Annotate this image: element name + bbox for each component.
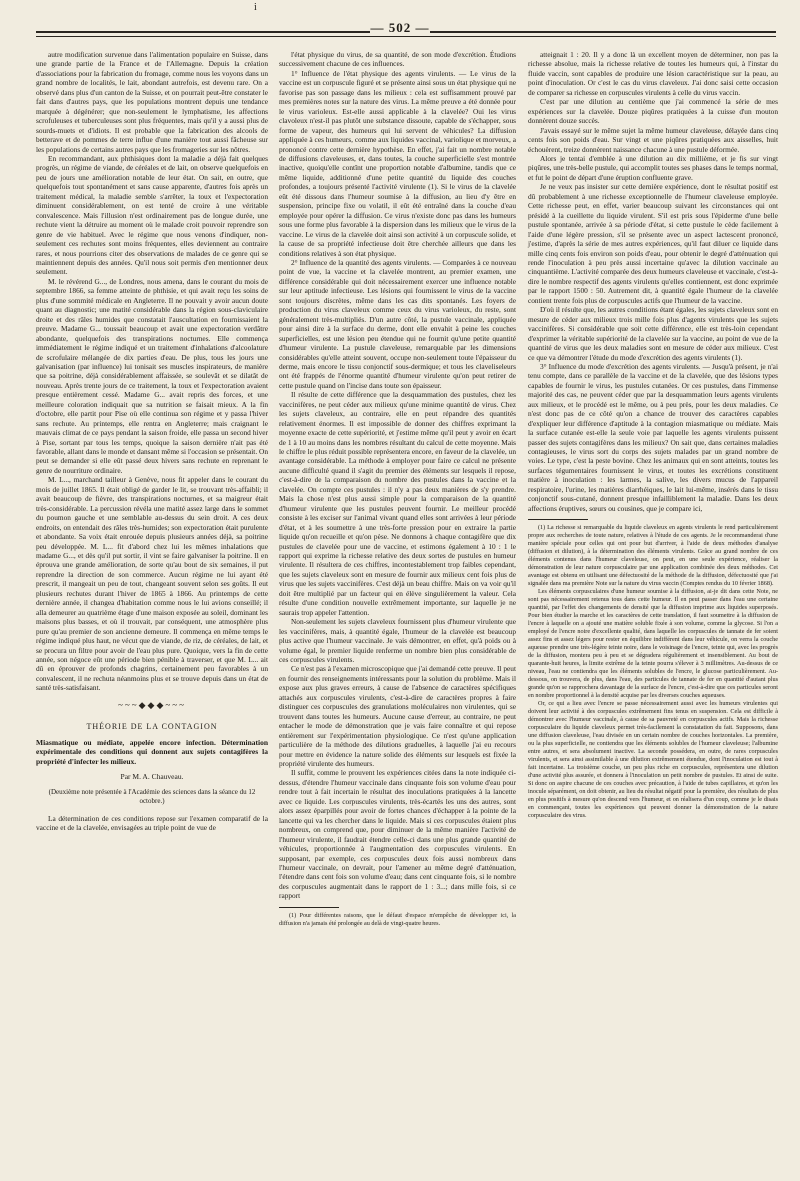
paragraph: En recommandant, aux phthisiques dont la maladie a déjà fait quelques progrès, un régime de viande, de céréales et de lait, on observe quelquefois en peu de jours une amélioration notable de leur état. On sait, en outre, que quelquefois tout spontanément et sans cause apparente, d'autres fois après un traitement médical, la maladie semble s'arrêter, la toux et l'expectoration diminuent considérablement, on est tenté de croire à une véritable convalescence. Mais l'illusion n'est ordinairement pas de longue durée, une rechute vient la détruire au moment où le malade croit pouvoir reprendre son genre de vie habituel. Avec le régime que nous venons d'indiquer, non-seulement ces rechutes sont moins fréquentes, elles deviennent au contraire rares, et nous pourrions citer des observations de malades de ce genre qui se maintiennent depuis des années. Qu'il nous soit permis d'en mentionner deux seulement. [36, 153, 268, 277]
page-header [0, 0, 800, 42]
paragraph: atteignait 1 : 20. Il y a donc là un excellent moyen de déterminer, non pas la richesse absolue, mais la richesse relative de toutes les humeurs qui, à l'instar du fluide vaccin, sont capables de produire une lésion caractéristique sur la peau, au point d'inoculation. Or c'est le cas du virus claveleux. J'ai donc saisi cette occasion de comparer sa richesse en corpuscules virulents à celle du virus vaccin. [528, 50, 778, 97]
footnote: Les éléments corpusculaires d'une humeur soumise à la diffusion, ai-je dit dans cette Note, ne sont pas nécessairement retenus tous dans cette humeur. Il en peut passer dans l'eau une certaine quantité, par l'effet des changements de densité que la diffusion imprime aux liquides superposés. Pour bien étudier la marche et les caractères de cette translation, il faut soumettre à la diffusion de l'encre à laquelle on a ajouté une matière soluble fixée à son volume, comme la glycose. Si l'on a employé de l'encre noire d'excellente qualité, dans laquelle les corpuscules de tannate de fer soient assez fins et assez légers pour rester en équilibre indifférent dans leur véhicule, on verra la couche aqueuse prendre une très-légère teinte noire, dans le voisinage de l'encre, teinte qui, avec les progrès de la diffusion, montera peu à peu et se dégradera régulièrement et insensiblement. Au bout de quarante-huit heures, la limite extrême de la teinte pourra s'élever à 3 millimètres. Au-dessus de ce niveau, l'eau ne contiendra que les éléments solubles de l'encre, le glucose particulièrement. Au-dessous, on trouvera, de plus, dans l'eau, des particules de tannate de fer en quantité d'autant plus grande qu'on se rapprochera davantage de la surface de l'encre, c'est-à-dire que ces particules seront en nombre proportionnel à la densité acquise par les diverses couches aqueuses. [528, 588, 778, 700]
paragraph: 3° Influence du mode d'excrétion des agents virulents. — Jusqu'à présent, je n'ai tenu compte, dans ce parallèle de la vaccine et de la clavelée, que des lésions types capables de fournir le virus, les pustules cutanées. Or ces pustules, dans l'immense majorité des cas, ne peuvent céder que par la desquammation leurs agents virulents aux milieux, et le procédé est le même, ou à peu près, pour les deux maladies. Ce n'est donc pas de ce côté qu'on a chance de trouver des caractères capables d'expliquer leur différence d'aptitude à la contagion miasmatique ou médiate. Mais la surface cutanée est-elle la seule voie par laquelle les agents virulents puissent passer des sujets contagifères dans les milieux? On sait que, dans certaines maladies contagieuses, le virus sort du corps des sujets malades par un grand nombre de voies. Le type, c'est la peste bovine. Chez les animaux qui en sont atteints, toutes les surfaces tégumentaires fournissent le virus, et toutes les excrétions constituent matière à inoculation : les larmes, la salive, les divers mucus de l'appareil respiratoire, l'urine, les matières diarrhéiques, le lait lui-même, insérés dans le tissu conjonctif sous-cutané, donnent presque infailliblement la maladie. Dans les deux affections éruptives, sœurs ou cousines, que je compare ici, [528, 361, 778, 513]
section-title: THÉORIE DE LA CONTAGION [86, 722, 218, 732]
paragraph: Alors je tentai d'emblée à une dilution au dix millième, et je fis sur vingt piqûres, une très-belle pustule, qui accomplit toutes ses phases dans le temps normal, et fut le point de départ d'une éruption confluente grave. [528, 153, 778, 182]
page-number: — 502 — [370, 20, 430, 35]
paragraph: autre modification survenue dans l'alimentation populaire en Suisse, dans une grande partie de la France et de l'Allemagne. Depuis la création d'associations pour la fabrication du fromage, comme nous les voyons dans un grand nombre de localités, le lait, abondant autrefois, est devenu rare. On a observé dans plus d'un canton de la Suisse, et on pourrait peut-être constater le fait dans d'autres pays, que les populations montrent depuis une tendance marquée à dégénérer; que non-seulement le lymphatisme, les affections scrofuleuses et tuberculeuses sont plus fréquentes, mais qu'il y a aussi plus de sourds-muets et d'idiots. Il est probable que la fabrication des alcools de betterave et de pommes de terre influe d'une manière tout aussi fâcheuse sur les populations de certains autres pays que les fromageries sur les nôtres. [36, 50, 268, 154]
paragraph: J'avais essayé sur le même sujet la même humeur claveleuse, délayée dans cinq cents fois son poids d'eau. Sur vingt et une piqûres pratiquées aux aisselles, huit échouèrent, treize donnèrent naissance chacune à une pustule déformée. [528, 125, 778, 154]
top-mark: i [254, 2, 257, 13]
paragraph: l'état physique du virus, de sa quantité, de son mode d'excrétion. Étudions successivement chacune de ces influences. [279, 50, 516, 69]
paragraph: Ce n'est pas à l'examen microscopique que j'ai demandé cette preuve. Il peut en fournir des renseignements intéressants pour la solution du problème. Mais il expose aux plus graves erreurs, à cause de l'absence de caractères spécifiques attachés aux corpuscules virulents, c'est-à-dire de caractères propres à faire distinguer ces corpuscules des granulations moléculaires non virulentes, qui se trouvent dans toutes les humeurs. Aucune cause d'erreur, au contraire, ne peut entacher le mode de démonstration que je vais faire connaître et qui repose entièrement sur l'expérimentation physiologique. Ce n'est qu'une application particulière de la méthode des dilutions graduelles, à laquelle j'ai eu recours pour mettre en évidence la nature solide des éléments sur lesquels est fixée la propriété virulente des humeurs. [279, 664, 516, 768]
footnote: (1) La richesse si remarquable du liquide claveleux en agents virulents le rend particulièrement propre aux recherches de toute nature, relatives à l'étude de ces agents. Je le recommanderai d'une manière spéciale pour celles qui ont pour but d'arriver, à l'aide de deux méthodes d'analyse (diffusion et dilution), à la détermination des éléments virulents. Grâce au grand nombre de ces éléments contenus dans l'humeur claveleuse, on peut, en une seule expérience, réaliser la démonstration de leur nature corpusculaire par une application combinée des deux méthodes. Cet avantage est obtenu en utilisant une défectuosité de la méthode de la diffusion, défectuosité que j'ai signalée dans ma première Note sur la nature du virus vaccin (Comptes rendus du 10 février 1868). [528, 524, 778, 588]
paragraph: M. le révérend G..., de Londres, nous amena, dans le courant du mois de septembre 1866, sa femme atteinte de phthisie, et qui avait reçu les soins de plus d'une sommité médicale en Angleterre. Il ne pouvait y avoir aucun doute quant au diagnostic; une matité considérable dans la région sous-claviculaire droite et des râles humides que constatait l'auscultation en fournissaient la preuve. Madame G... toussait beaucoup et avait une expectoration verdâtre abondante, quelquefois des transpirations nocturnes. Elle commença immédiatement le régime indiqué et un traitement d'inhalations d'alcoolature de scrofulaire mélangée de dix parties d'eau. De plus, tous les jours une galvanisation (par influence) lui tonisait ses muscles inspirateurs, de manière que sa poitrine, déjà considérablement affaissée, se soulevât et se dilatât de nouveau. Après trente jours de ce traitement, la toux et l'expectoration avaient presque entièrement cessé. Madame G... avait repris des forces, et une meilleure coloration indiquait que sa nutrition se faisait mieux. A la fin d'octobre, elle partit pour Pise où elle continua son régime et y passa l'hiver sans rechute. Au printemps, elle rentra en Angleterre; mais craignant le mauvais climat de ce pays pendant la saison froide, elle passa un second hiver à Pise, sortant par tous les temps, quoique la saison dernière n'ait pas été favorable, allant dans le monde et dansant même si l'occasion se présentait. On peut se demander si elle eût passé deux hivers sans rechute en reprenant le genre de nourriture ordinaire. [36, 276, 268, 475]
footnote-rule [528, 519, 588, 520]
paragraph: Il résulte de cette différence que la desquammation des pustules, chez les vaccinifères, ne peut céder aux milieux qu'une minime quantité de virus. Chez les sujets claveleux, au contraire, elle en peut répandre des quantités relativement énormes. Il est impossible de donner des chiffres exprimant la moyenne exacte de cette supériorité, et j'estime même qu'il peut y avoir en écart de 1 à 10 au moins dans les nombres résultant du calcul de cette moyenne. Mais le chiffre le plus réduit possible représentera encore, en faveur de la clavelée, un avantage considérable. La méthode à employer pour faire ce calcul ne présente aucune difficulté quand il s'agit du premier des éléments sur lesquels il repose, c'est-à-dire de la comparaison du nombre des pustules dans la vaccine et la clavelée. On compte ces pustules : il n'y a pas deux manières de s'y prendre. Mais la chose n'est plus aussi simple pour la comparaison de la quantité d'humeur virulente que les pustules peuvent fournir. Le meilleur procédé consiste à les exciser sur l'animal vivant quand elles sont arrivées à leur période d'état, et à les soumettre à une très-forte pression pour en extraire la partie liquide qu'on recueille et qu'on pèse. Ne donnons à chaque contagifère que dix pustules de clavelée pour une de vaccine, et estimons également à 10 : 1 le rapport qui exprime la richesse relative des deux sortes de pustules en humeur virulente. Il résultera de ces chiffres, incontestablement trop faibles cependant, que les sujets claveleux sont en mesure de fournir aux milieux cent fois plus de virus que les sujets vaccinifères. C'est déjà un beau chiffre. Mais on va voir qu'il doit être multiplié par un facteur qui en élève singulièrement la valeur. Cela résulte d'une condition nouvelle extrêmement importante, sur laquelle je ne saurais trop appeler l'attention. [279, 390, 516, 617]
presentation-note: (Deuxième note présentée à l'Académie des sciences dans la séance du 12 octobre.) [48, 787, 256, 806]
footnote-rule [279, 907, 339, 908]
paragraph: Je ne veux pas insister sur cette dernière expérience, dont le résultat positif est dû probablement à une richesse exceptionnelle de l'humeur claveleuse employée. Cette richesse peut, en effet, varier beaucoup suivant les circonstances qui ont présidé à la cueillette du liquide virulent. S'il est pris sous l'épiderme d'une belle pustule spontanée, arrivée à sa période d'état, si cette pustule le cède facilement à l'aide d'une légère pression, s'il se présente avec un aspect lactescent prononcé, j'estime, d'après la série de mes autres expériences, qu'il faut diluer ce liquide dans mille cinq cents fois environ son poids d'eau, pour obtenir le degré d'atténuation qui rende l'inoculation à peu près aussi incertaine qu'avec la dilution vaccinale au cinquantième. L'activité comparée des deux humeurs claveleuse et vaccinale, c'est-à-dire le nombre respectif des agents virulents qu'elles contiennent, est donc exprimée par le rapport 1500 : 50. Autrement dit, à quantité égale l'humeur de la clavelée contient trente fois plus de corpuscules actifs que l'humeur de la vaccine. [528, 182, 778, 305]
paragraph: 2° Influence de la quantité des agents virulents. — Comparées à ce nouveau point de vue, la vaccine et la clavelée montrent, au premier examen, une différence considérable qui doit nécessairement exercer une influence notable sur leur aptitude infectieuse. Les lésions qui fournissent le virus de la vaccine sont toujours discrètes, même dans les cas dits spontanés. Les foyers de production du virus claveleux comme ceux du virus varioleux, du reste, sont généralement très-multipliés. D'un autre côté, la pustule vaccinale, appliquée pour ainsi dire à la surface du derme, dont elle envahit à peine les couches superficielles, est une lésion peu étendue qui ne fournit qu'une petite quantité d'humeur virulente. La pustule claveleuse, remarquable par les dimensions considérables qu'elle atteint souvent, occupe non-seulement toute l'épaisseur du derme, mais encore le tissu conjonctif sous-dermique; et tous les claveliseleurs ont été frappés de l'énorme quantité d'humeur virulente qu'on peut retirer de cette pustule quand on l'incise dans toute son épaisseur. [279, 257, 516, 390]
footnotes [279, 912, 516, 928]
column-3 [528, 50, 778, 1178]
footnote: (1) Pour différentes raisons, que le défaut d'espace m'empêche de développer ici, la diffusion n'a jamais été prolongée au delà de vingt-quatre heures. [279, 911, 516, 927]
column-2 [279, 50, 516, 1178]
section-ornament: ~~~◆◆◆~~~ [118, 699, 186, 710]
footnotes [528, 524, 778, 820]
section-subtitle: Miasmatique ou médiate, appelée encore infection. Détermination expérimentale des conditions qui donnent aux sujets contagifères la propriété d'infecter les milieux. [36, 737, 268, 766]
column-1 [36, 50, 268, 1178]
paragraph: 1° Influence de l'état physique des agents virulents. — Le virus de la vaccine est un corpuscule figuré et se présente ainsi sous un état physique qui ne favorise pas son passage dans les milieux : cela est suffisamment prouvé par mes premières notes sur la nature des virus. La même preuve a été donnée pour le virus varioleux. Est-elle aussi applicable à la clavelée? Oui les virus clavoleux n'est-il pas plutôt une substance dissoute, capable de s'échapper, sous forme de vapeur, des humeurs qui lui servent de véhicules? La diffusion appliquée à ces humeurs, comme aux liquides vaccinal, variolique et morveux, a prononcé contre cette dernière hypothèse. En effet, j'ai fait un nombre notable de diffusions claveleuses, et, dans toutes, la couche superficielle s'est montrée inactive, quoiqu'elle contînt une proportion notable d'albumine, tandis que ce même liquide, additionné d'une petite quantité du liquide des couches profondes, a toujours présenté l'activité virulente (1). Si le virus de la clavelée eût été dissous dans l'humeur soumise à la diffusion, au lieu d'y être en suspension, principe fixe ou volatil, il eût été entraîné dans la couche d'eau employée pour opérer la diffusion. Ce virus n'existe donc pas dans les humeurs sous une forme plus favorable à la dispersion dans les milieux que le virus de la vaccine. Le virus de la clavelée doit ainsi son activité à un corpuscule solide, et la cause de sa propriété infectieuse doit être cherchée ailleurs que dans les conditions relatives à son état physique. [279, 68, 516, 258]
paragraph: D'où il résulte que, les autres conditions étant égales, les sujets claveleux sont en mesure de céder aux milieux trois mille fois plus d'agents virulents que les sujets vaccinifères. Si considérable que soit cette différence, elle est très-loin cependant d'exprimer la véritable supériorité de la clavelée sur la vaccine, au point de vue de la quantité de virus que les deux maladies sont en mesure de céder aux milieux. C'est ce que va démontrer l'étude du mode d'excrétion des agents virulents (1). [528, 305, 778, 362]
author-line: Par M. A. Chauveau. [120, 772, 184, 782]
paragraph: M. L..., marchand tailleur à Genève, nous fit appeler dans le courant du mois de juillet 1865. Il était obligé de garder le lit, se trouvant très-affaibli; il avait beaucoup de fièvre, des transpirations nocturnes, et sa maigreur était très-considérable. La percussion révéla une matité assez large dans le sommet du poumon gauche et une semblable au-dessus du sein droit. A ces deux endroits, on entendait des râles très-humides; son expectoration était purulente et abondante. Sa voix était enrouée depuis plusieurs années déjà, sa poitrine peu développée. M. L... fit d'abord chez lui les mêmes inhalations que madame G..., et dès qu'il put sortir, il vint se faire galvaniser la poitrine. Il en éprouva une grande amélioration, de sorte qu'au bout de six semaines, il put reprendre la direction de son commerce. Aucun régime ne lui ayant été prescrit, il mangeait un peu de tout, changeant souvent selon ses goûts. Il eut plusieurs rechutes durant l'hiver de 1865 à 1866. Au printemps de cette dernière année, il changea d'habitation comme nous le lui avions conseillé; il alla demeurer au quatrième étage d'une maison exposée au soleil, dominant les maisons plus basses, et où il trouvait, par conséquent, une atmosphère plus pure qu'au premier de son ancienne demeure. Il commença en même temps le régime indiqué plus haut, ne vécut que de viande, de riz, de céréales, de lait, et se procura un filtre pour avoir de l'eau plus pure. Quoique, vers la fin de cette année, son négoce eût une période bien pénible à traverser, et que M. L... ait dû en éprouver de profonds chagrins, certainement peu favorables à un convalescent, il ne rechuta néanmoins plus et se trouve depuis dans un état de santé très-satisfaisant. [36, 475, 268, 693]
footnote: Or, ce qui a lieu avec l'encre se passe nécessairement aussi avec les humeurs virulentes qui doivent leur activité à des corpuscules extrêmement fins tenus en suspension. Cela est difficile à démontrer avec l'humeur vaccinale, à cause de sa pauvreté en corpuscules actifs. Mais la richesse corpusculaire du liquide claveleux permet très-facilement la constatation du fait. Supposons, dans une diffusion claveleuse, l'eau divisée en un certain nombre de couches horizontales. La première, ou la plus superficielle, ne contiendra que les éléments solubles de l'humeur claveleuse; l'albumine entre autres, et sera absolument inactive. La seconde possédera, en outre, de rares corpuscules virulents, et sera ainsi assimilable à une dilution extrêmement étendue, dont l'inoculation est tout à fait incertaine. La troisième couche, un peu plus riche en corpuscules, représentera une dilution d'une activité plus assurée, et donnera à l'inoculation un petit nombre de pustules. Et ainsi de suite. Si donc on aspire chacune de ces couches avec précaution, à l'aide de tubes capillaires, et qu'on les inocule séparément, on doit obtenir, au lieu du résultat négatif pour la première, des résultats de plus en plus positifs à mesure qu'on descend vers l'humeur, et on réalisera d'un coup, comme je le disais en commençant, toutes les expériences qui peuvent donner la démonstration de la nature corpusculaire des virus. [528, 700, 778, 820]
paragraph: Non-seulement les sujets claveleux fournissent plus d'humeur virulente que les vaccinifères, mais, à quantité égale, l'humeur de la clavelée est beaucoup plus active que l'humeur vaccinale. Je vais démontrer, en effet, qu'à poids ou à volume égal, le premier liquide renferme un nombre bien plus considérable de ces corpuscules virulents. [279, 617, 516, 664]
paragraph: C'est par une dilution au centième que j'ai commencé la série de mes expériences sur la clavelée. Douze piqûres pratiquées à la cuisse d'un mouton donnèrent douze succès. [528, 97, 778, 126]
paragraph: Il suffit, comme le prouvent les expériences citées dans la note indiquée ci-dessus, d'étendre l'humeur vaccinale dans cinquante fois son volume d'eau pour rendre tout à fait incertain le résultat des inoculations pratiquées à la lancette avec ce liquide. Les corpuscules virulents, très-écartés les uns des autres, sont alors assez éparpillés pour avoir de fortes chances d'échapper à la pointe de la lancette qui va les chercher dans le liquide. Mais si ces corpuscules étaient plus nombreux, on comprend que, pour diminuer de la même manière l'activité de l'humeur virulente, il faudrait étendre celle-ci dans une plus grande quantité de véhicules, proportionnée à l'augmentation des corpuscules virulents. En supposant, par exemple, ces corpuscules deux fois aussi nombreux dans l'humeur vaccinale, on devrait, pour l'amener au même degré d'atténuation, l'étendre dans cent fois son volume d'eau; dans cent cinquante fois, si le nombre des corpuscules augmentait dans le rapport de 1 : 3...; dans mille fois, si ce rapport [279, 768, 516, 901]
paragraph: La détermination de ces conditions repose sur l'examen comparatif de la vaccine et de la clavelée, envisagées au triple point de vue de [36, 813, 268, 833]
